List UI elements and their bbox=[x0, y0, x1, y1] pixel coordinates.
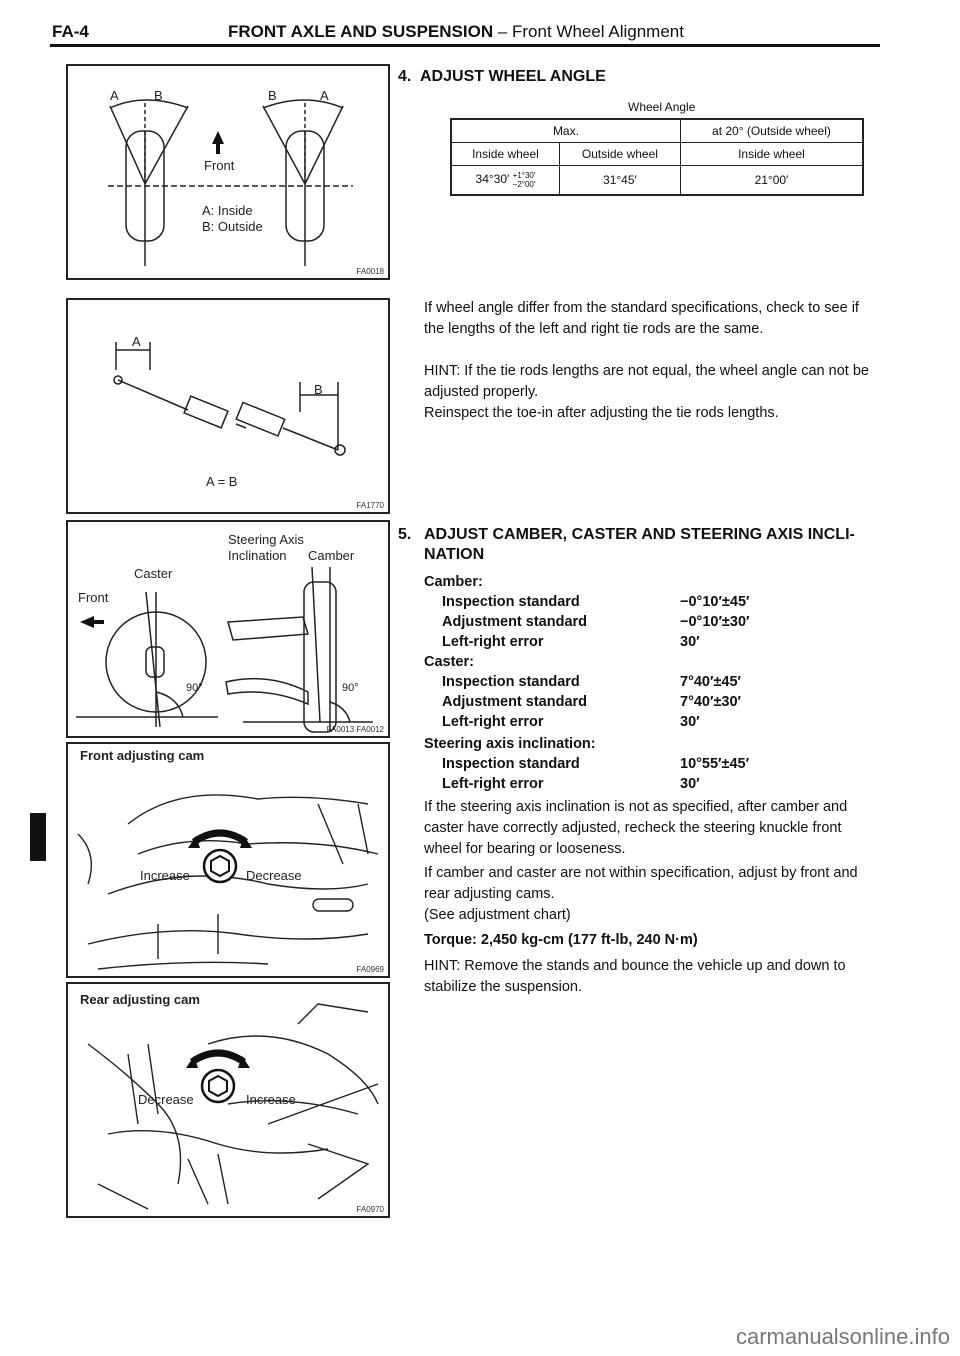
figure-title: Front adjusting cam bbox=[80, 748, 205, 763]
caster-label: Caster bbox=[134, 566, 173, 581]
spec-label: Left-right error bbox=[442, 634, 544, 650]
section-5-torque: Torque: 2,450 kg-cm (177 ft-lb, 240 N·m) bbox=[424, 932, 698, 948]
inclination-label: Inclination bbox=[228, 548, 287, 563]
page-title-rest: – Front Wheel Alignment bbox=[493, 22, 684, 41]
spec-value: 30′ bbox=[680, 776, 700, 792]
figure-title: Rear adjusting cam bbox=[80, 992, 200, 1007]
section-5-adjustment-chart-ref: (See adjustment chart) bbox=[424, 907, 571, 923]
inside-max-minus: −2°00′ bbox=[512, 180, 536, 189]
section-4-reinspect: Reinspect the toe-in after adjusting the tie rods lengths. bbox=[424, 405, 779, 421]
caster-heading: Caster: bbox=[424, 654, 474, 670]
increase-label: Increase bbox=[140, 868, 190, 883]
table-header-at20: at 20° (Outside wheel) bbox=[680, 119, 863, 143]
spec-label: Adjustment standard bbox=[442, 694, 588, 710]
front-label: Front bbox=[204, 158, 235, 173]
camber-heading: Camber: bbox=[424, 574, 483, 590]
table-header-outside: Outside wheel bbox=[559, 143, 680, 166]
figure-id: FA1770 bbox=[356, 501, 384, 510]
watermark: carmanualsonline.info bbox=[735, 1324, 950, 1349]
section-5-heading-line1: ADJUST CAMBER, CASTER AND STEERING AXIS INCLI- bbox=[424, 526, 855, 543]
margin-tab-marker bbox=[30, 813, 46, 861]
decrease-label: Decrease bbox=[138, 1092, 194, 1107]
spec-value: −0°10′±45′ bbox=[680, 594, 750, 610]
table-header-inside-2: Inside wheel bbox=[680, 143, 863, 166]
figure-tie-rod-lengths bbox=[66, 298, 390, 514]
inside-max-base: 34°30′ bbox=[475, 172, 510, 187]
wheel-angle-table bbox=[450, 118, 864, 196]
label-b: B bbox=[314, 382, 323, 397]
spec-value: 30′ bbox=[680, 634, 700, 650]
angle-left-label: 90° bbox=[186, 682, 203, 694]
section-5-paragraph-1: If the steering axis inclination is not as specified, after camber and caster have correctly adjusted, recheck the steering knuckle front wheel for bearing or looseness. bbox=[424, 799, 848, 857]
figure-caster-camber bbox=[66, 520, 390, 738]
angle-right-label: 90° bbox=[342, 682, 359, 694]
legend-inside: A: Inside bbox=[202, 203, 253, 218]
wheel-angle-table-caption: Wheel Angle bbox=[628, 100, 696, 114]
figure-id: FA0013 FA0012 bbox=[326, 725, 384, 734]
spec-label: Adjustment standard bbox=[442, 614, 588, 630]
table-header-inside: Inside wheel bbox=[451, 143, 559, 166]
decrease-label: Decrease bbox=[246, 868, 302, 883]
front-label: Front bbox=[78, 590, 109, 605]
spec-value: 10°55′±45′ bbox=[680, 756, 750, 772]
page-title bbox=[228, 22, 684, 42]
header-rule bbox=[50, 44, 880, 47]
spec-label: Left-right error bbox=[442, 714, 544, 730]
table-cell-outside-max: 31°45′ bbox=[559, 166, 680, 196]
spec-label: Inspection standard bbox=[442, 674, 580, 690]
camber-label: Camber bbox=[308, 548, 355, 563]
figure-rear-adjusting-cam bbox=[66, 982, 390, 1218]
spec-label: Inspection standard bbox=[442, 594, 580, 610]
spec-value: 7°40′±45′ bbox=[680, 674, 742, 690]
steering-axis-label: Steering Axis bbox=[228, 532, 304, 547]
table-cell-inside-max bbox=[451, 166, 559, 196]
front-cam-diagram bbox=[68, 744, 388, 976]
spec-label: Inspection standard bbox=[442, 756, 580, 772]
figure-id: FA0969 bbox=[356, 965, 384, 974]
label-a-right: A bbox=[320, 88, 329, 103]
inside-max-plus: +1°30′ bbox=[512, 171, 536, 180]
spec-value: −0°10′±30′ bbox=[680, 614, 750, 630]
spec-label: Left-right error bbox=[442, 776, 544, 792]
legend-outside: B: Outside bbox=[202, 219, 263, 234]
section-5-hint: HINT: Remove the stands and bounce the vehicle up and down to stabilize the suspension. bbox=[424, 958, 846, 995]
figure-id: FA0018 bbox=[356, 267, 384, 276]
section-4-heading: ADJUST WHEEL ANGLE bbox=[420, 68, 606, 85]
label-a-left: A bbox=[110, 88, 119, 103]
table-header-max: Max. bbox=[451, 119, 680, 143]
sai-heading: Steering axis inclination: bbox=[424, 736, 596, 752]
increase-label: Increase bbox=[246, 1092, 296, 1107]
section-4-hint: HINT: If the tie rods lengths are not equal, the wheel angle can not be adjusted properly. bbox=[424, 363, 869, 400]
rear-cam-diagram bbox=[68, 984, 388, 1216]
section-4-paragraph: If wheel angle differ from the standard specifications, check to see if the lengths of the left and right tie rods are the same. bbox=[424, 300, 859, 337]
page-code: FA-4 bbox=[52, 22, 89, 41]
equation-label: A = B bbox=[206, 474, 238, 489]
label-b-right: B bbox=[268, 88, 277, 103]
figure-front-adjusting-cam bbox=[66, 742, 390, 978]
section-5-paragraph-2: If camber and caster are not within specification, adjust by front and rear adjusting cams. bbox=[424, 865, 858, 902]
spec-value: 30′ bbox=[680, 714, 700, 730]
page-title-bold: FRONT AXLE AND SUSPENSION bbox=[228, 22, 494, 41]
label-b-left: B bbox=[154, 88, 163, 103]
spec-value: 7°40′±30′ bbox=[680, 694, 742, 710]
section-4-number: 4. bbox=[398, 68, 412, 85]
figure-id: FA0970 bbox=[356, 1205, 384, 1214]
label-a: A bbox=[132, 334, 141, 349]
figure-wheel-angle bbox=[66, 64, 390, 280]
section-5-number: 5. bbox=[398, 526, 412, 543]
table-cell-inside-at20: 21°00′ bbox=[680, 166, 863, 196]
section-5-heading-line2: NATION bbox=[424, 546, 485, 563]
